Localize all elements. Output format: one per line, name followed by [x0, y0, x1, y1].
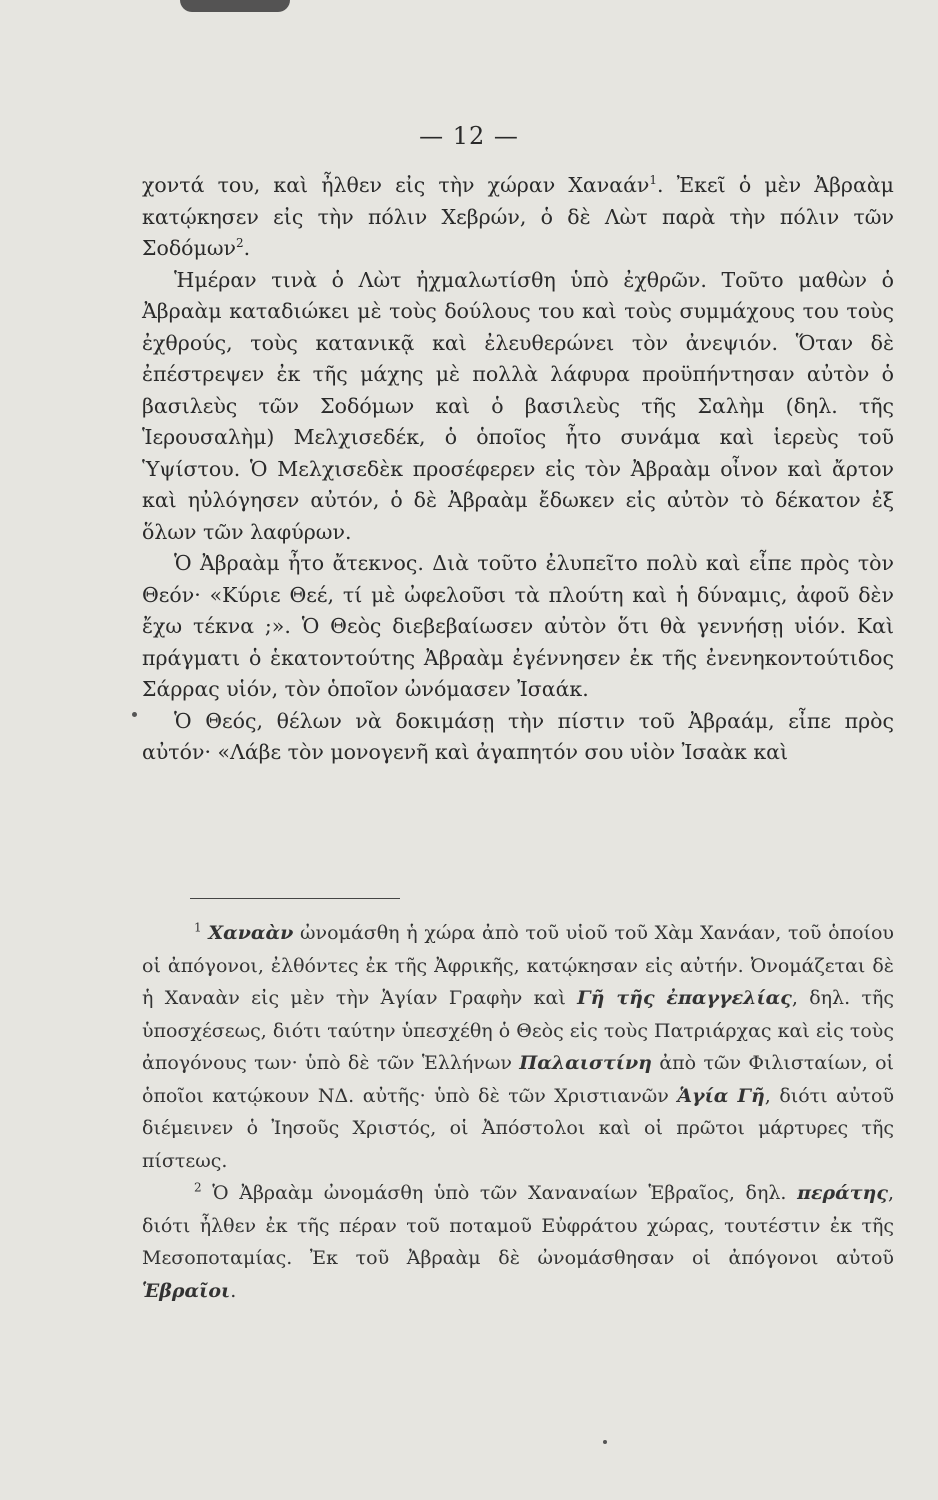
footnote-divider	[190, 898, 400, 899]
text-run: χοντά του, καὶ ἦλθεν εἰς τὴν χώραν Χαναάν	[142, 173, 650, 197]
footnote-marker: 2	[194, 1180, 202, 1195]
footnote-marker: 1	[649, 173, 658, 188]
text-run: .	[243, 236, 251, 260]
emphasized-term: περάτης	[797, 1182, 888, 1204]
text-run: . Ἐκεῖ ὁ μὲν Ἀβραὰμ κατῴκησεν εἰς τὴν πόλιν Χεβρών, ὁ δὲ Λὼτ παρὰ τὴν πόλιν τῶν Σοδόμων	[142, 173, 894, 260]
footnote-marker: 2	[236, 236, 244, 251]
emphasized-term: Παλαιστίνη	[519, 1052, 652, 1074]
page-number: — 12 —	[419, 122, 519, 150]
ink-speck	[132, 712, 137, 717]
text-run: Ὁ Ἀβραὰμ ὠνομάσθη ὑπὸ τῶν Χαναναίων Ἑβραῖος, δηλ.	[201, 1182, 798, 1204]
text-run: .	[230, 1279, 237, 1302]
text-run: ὠνομάσθη ἡ χώρα ἀπὸ τοῦ υἱοῦ τοῦ Χὰμ Χανάαν, τοῦ ὁποίου οἱ ἀπόγονοι, ἐλθόντες ἐκ τῆς Ἀφρικῆς, κατῴκησαν εἰς αὐτήν. Ὀνομάζεται δὲ ἡ Χαναὰν εἰς μὲν τὴν Ἁγίαν Γραφὴν καὶ	[142, 922, 894, 1009]
text-run: , διότι αὐτοῦ διέμεινεν ὁ Ἰησοῦς Χριστός, οἱ Ἀπόστολοι καὶ οἱ πρῶτοι μάρτυρες τῆς πίστεως.	[142, 1084, 894, 1172]
emphasized-term: Γῆ τῆς ἐπαγγελίας	[577, 987, 792, 1009]
paragraph	[142, 265, 894, 549]
emphasized-term: Χαναὰν	[208, 922, 294, 944]
emphasized-term: Ἑβραῖοι	[142, 1279, 231, 1302]
footnotes	[142, 917, 894, 1307]
main-text	[142, 170, 894, 769]
ink-speck	[603, 1440, 607, 1444]
text-run: Ὁ Θεός, θέλων νὰ δοκιμάσῃ τὴν πίστιν τοῦ Ἀβραάμ, εἶπε πρὸς αὐτόν· «Λάβε τὸν μονογενῆ καὶ ἀγαπητόν σου υἱὸν Ἰσαὰκ καὶ	[142, 708, 894, 764]
emphasized-term: Ἁγία Γῆ	[677, 1084, 765, 1107]
text-run: ἀπὸ τῶν Φιλισταίων, οἱ ὁποῖοι κατῴκουν ΝΔ. αὐτῆς· ὑπὸ δὲ τῶν Χριστιανῶν	[142, 1052, 894, 1107]
footnote	[142, 1177, 894, 1307]
footnote-marker: 1	[194, 920, 202, 935]
footnote	[142, 917, 894, 1177]
paragraph	[142, 548, 894, 706]
text-run: , διότι ἦλθεν ἐκ τῆς πέραν τοῦ ποταμοῦ Εὐφράτου χώρας, τουτέστιν ἐκ τῆς Μεσοποταμίας. Ἐκ τοῦ Ἀβραὰμ δὲ ὠνομάσθησαν οἱ ἀπόγονοι αὐτοῦ	[142, 1182, 894, 1269]
paragraph	[142, 170, 894, 265]
ink-smudge	[180, 0, 290, 12]
text-run: Ὁ Ἀβραὰμ ἦτο ἄτεκνος. Διὰ τοῦτο ἐλυπεῖτο πολὺ καὶ εἶπε πρὸς τὸν Θεόν· «Κύριε Θεέ, τί μὲ ὠφελοῦσι τὰ πλούτη καὶ ἡ δύναμις, ἀφοῦ δὲν ἔχω τέκνα ;». Ὁ Θεὸς διεβεβαίωσεν αὐτὸν ὅτι θὰ γεννήσῃ υἱόν. Καὶ πράγματι ὁ ἑκατοντούτης Ἀβραὰμ ἐγέννησεν ἐκ τῆς ἐνενηκοντούτιδος Σάρρας υἱόν, τὸν ὁποῖον ὠνόμασεν Ἰσαάκ.	[142, 551, 894, 701]
text-run: , δηλ. τῆς ὑποσχέσεως, διότι ταύτην ὑπεσχέθη ὁ Θεὸς εἰς τοὺς Πατριάρχας καὶ εἰς τοὺς ἀπογόνους των· ὑπὸ δὲ τῶν Ἑλλήνων	[142, 987, 895, 1074]
paragraph	[142, 706, 894, 769]
text-run: Ἡμέραν τινὰ ὁ Λὼτ ἠχμαλωτίσθη ὑπὸ ἐχθρῶν. Τοῦτο μαθὼν ὁ Ἀβραὰμ καταδιώκει μὲ τοὺς δούλους του καὶ τοὺς συμμάχους του τοὺς ἐχθρούς, τοὺς κατανικᾷ καὶ ἐλευθερώνει τὸν ἀνεψιόν. Ὅταν δὲ ἐπέστρεψεν ἐκ τῆς μάχης μὲ πολλὰ λάφυρα προϋπήντησαν αὐτὸν ὁ βασιλεὺς τῶν Σοδόμων καὶ ὁ βασιλεὺς τῆς Σαλὴμ (δηλ. τῆς Ἱερουσαλὴμ) Μελχισεδέκ, ὁ ὁποῖος ἦτο συνάμα καὶ ἱερεὺς τοῦ Ὑψίστου. Ὁ Μελχισεδὲκ προσέφερεν εἰς τὸν Ἀβραὰμ οἶνον καὶ ἄρτον καὶ ηὐλόγησεν αὐτόν, ὁ δὲ Ἀβραὰμ ἔδωκεν εἰς αὐτὸν τὸ δέκατον ἐξ ὅλων τῶν λαφύρων.	[142, 267, 894, 544]
